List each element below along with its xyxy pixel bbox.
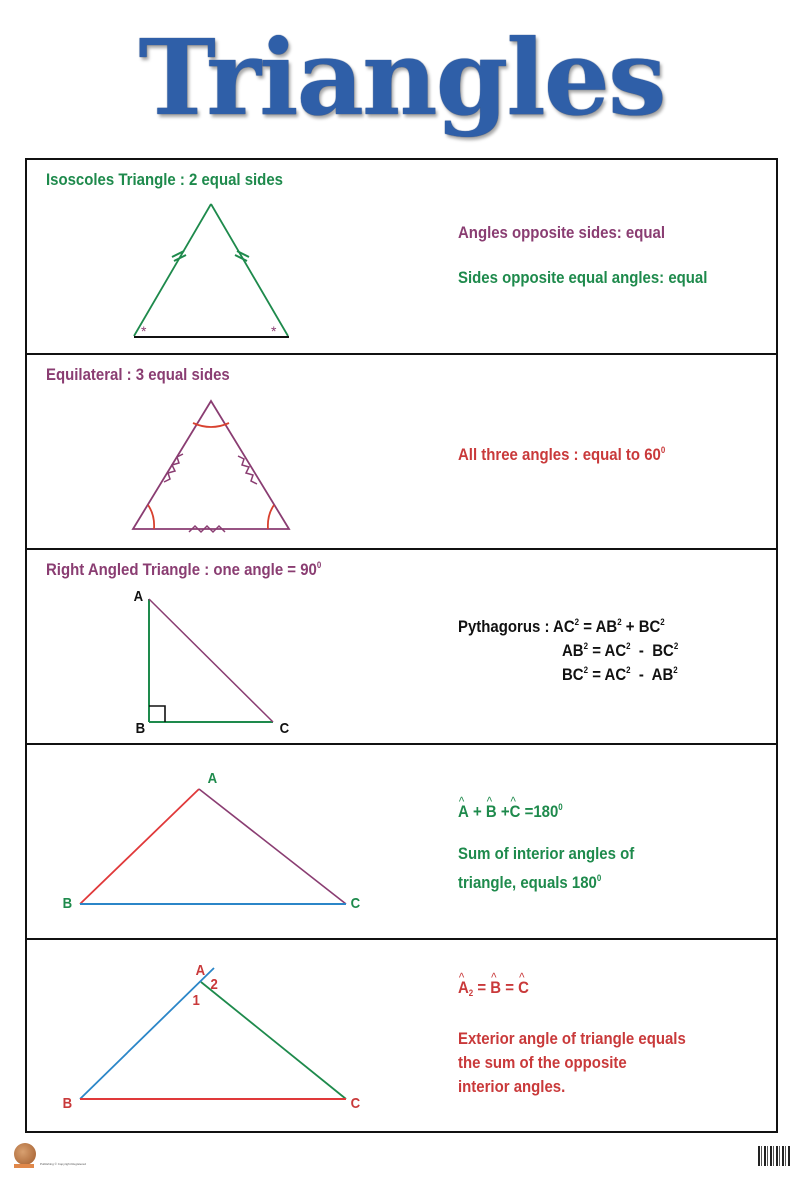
panel-isosceles: [27, 160, 776, 355]
heading-isosceles: Isoscoles Triangle : 2 equal sides: [46, 170, 283, 189]
note-sides-opposite: Sides opposite equal angles: equal: [458, 268, 708, 287]
equal-side-tick-left-icon: [172, 251, 186, 261]
heading-equilateral: Equilateral : 3 equal sides: [46, 365, 230, 384]
angle-star-right-icon: *: [271, 323, 277, 339]
poster-title: Triangles: [138, 16, 665, 139]
angle-label-2: 2: [210, 976, 218, 993]
note-all-angles-60: All three angles : equal to $60^0$: [458, 445, 666, 464]
vertex-label-b: B: [62, 1095, 73, 1112]
vertex-label-a: A: [195, 962, 206, 979]
footer-copyright: Publishing © Copyright Registered: [40, 1162, 86, 1166]
angle-sum-formula: ^ A + ^ B +^ $C =180^0$: [458, 795, 563, 824]
exterior-angle-triangle-figure: [27, 940, 427, 1135]
panel-equilateral: [27, 355, 776, 550]
vertex-label-c: C: [279, 720, 290, 737]
pythagoras-line-3: $BC^2 = AC^2 - AB^2$: [562, 665, 678, 684]
angle-arc-left-icon: [148, 505, 154, 529]
heading-right-angled: Right Angled Triangle : one angle = $90^0$: [46, 560, 322, 579]
note-exterior-angle: Exterior angle of triangle equals the sum of the opposite interior angles.: [458, 1029, 686, 1096]
vertex-label-a: A: [133, 588, 144, 605]
vertex-label-c: C: [350, 1095, 361, 1112]
equilateral-triangle-figure: [27, 355, 427, 550]
angle-label-1: 1: [192, 992, 200, 1009]
publisher-logo-base: [14, 1164, 34, 1168]
right-triangle-figure: [27, 550, 427, 745]
angle-arc-right-icon: [268, 505, 274, 529]
pythagoras-line-2: $AB^2 = AC^2 - BC^2$: [562, 641, 679, 660]
angle-star-left-icon: *: [141, 323, 147, 339]
exterior-angle-formula: ^ $A_2$ = ^ B = ^ C: [458, 976, 529, 1005]
vertex-label-b: B: [135, 720, 146, 737]
angle-sum-triangle-figure: [27, 745, 427, 940]
vertex-label-c: C: [350, 895, 361, 912]
panel-exterior-angle: [27, 940, 776, 1135]
isosceles-triangle-figure: [27, 160, 427, 355]
publisher-logo-icon: [14, 1143, 36, 1165]
poster-frame: [25, 158, 778, 1133]
note-angle-sum: Sum of interior angles of triangle, equals $180^0$: [458, 844, 635, 892]
panel-right-angled: [27, 550, 776, 745]
vertex-label-a: A: [207, 770, 218, 787]
barcode-icon: [758, 1146, 790, 1166]
pythagoras-line-1: Pythagorus : $AC^2 = AB^2 + BC^2$: [458, 617, 665, 636]
zigzag-mark-left-icon: [164, 454, 183, 482]
note-angles-opposite: Angles opposite sides: equal: [458, 223, 665, 242]
right-angle-mark-icon: [149, 706, 165, 722]
panel-angle-sum: [27, 745, 776, 940]
angle-arc-top-icon: [193, 423, 229, 427]
vertex-label-b: B: [62, 895, 73, 912]
